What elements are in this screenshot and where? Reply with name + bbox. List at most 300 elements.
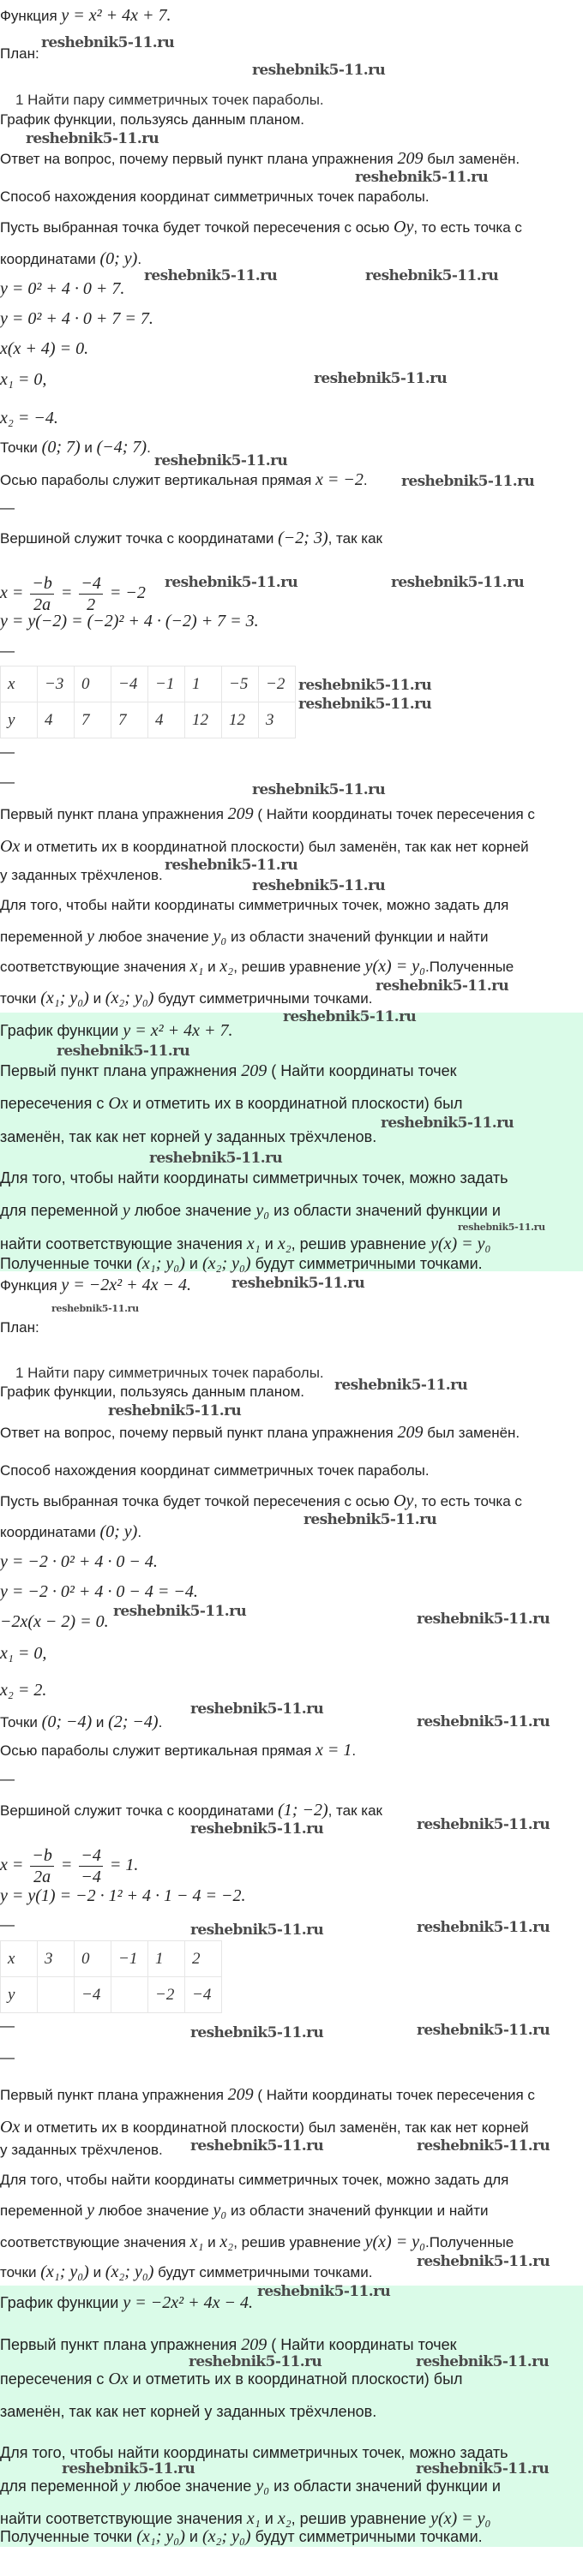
math-expression: x₁ (189, 2232, 204, 2251)
text-segment: координатами (0, 1524, 100, 1540)
text-segment: любое значение (129, 1202, 256, 1219)
solution-line (0, 1552, 158, 1571)
text-segment: , решив уравнение (291, 2510, 431, 2527)
math-expression: x₁ = 0, (0, 1644, 47, 1663)
text-segment: Полученные точки (0, 2528, 137, 2545)
math-expression: x₂ = 2. (0, 1681, 47, 1700)
text-segment: Ответ на вопрос, почему первый пункт плана упражнения (0, 1425, 398, 1441)
watermark: reshebnik5-11.ru (165, 574, 298, 591)
watermark: reshebnik5-11.ru (190, 2024, 324, 2041)
solution-line (0, 896, 508, 915)
text-segment: — (0, 499, 15, 516)
watermark: reshebnik5-11.ru (391, 574, 525, 591)
solution-line (0, 2017, 15, 2035)
text-segment: координатами (0, 251, 100, 267)
table-row-header: x (1, 666, 38, 702)
table-cell: 2 (185, 1941, 222, 1977)
solution-line (0, 1770, 15, 1789)
summary-line (0, 1254, 483, 1273)
solution-line (0, 409, 58, 427)
text-segment: Для того, чтобы найти координаты симметричных точек, можно задать (0, 2444, 508, 2461)
text-segment: и отметить их в координатной плоскости) был заменён, так как нет корней (20, 839, 529, 855)
fraction (30, 573, 54, 615)
text-segment: Для того, чтобы найти координаты симметричных точек, можно задать для (0, 2172, 509, 2188)
math-expression: = (56, 583, 77, 602)
summary-line (0, 1168, 508, 1187)
table-cell: 0 (75, 666, 111, 702)
watermark: reshebnik5-11.ru (149, 1150, 283, 1167)
watermark: reshebnik5-11.ru (355, 169, 489, 186)
text-segment: будут симметричными точками. (250, 1255, 483, 1272)
text-segment: и (203, 2234, 220, 2250)
watermark: reshebnik5-11.ru (376, 977, 509, 995)
text-segment: . (137, 251, 142, 267)
text-segment: Вершиной служит точка с координатами (0, 530, 279, 547)
watermark: reshebnik5-11.ru (417, 2253, 550, 2270)
math-expression: x₂ (277, 2509, 292, 2528)
text-segment: для переменной (0, 2477, 123, 2495)
summary-line (0, 1201, 501, 1220)
math-expression: (x₂; y₀) (201, 2527, 251, 2546)
solution-line (0, 1886, 246, 1905)
text-segment: найти соответствующие значения (0, 1235, 247, 1252)
math-expression: = −2 (105, 583, 146, 602)
text-segment: заменён, так как нет корней у заданных трёхчленов. (0, 2403, 377, 2420)
table-cell: −4 (185, 1977, 222, 2013)
watermark: reshebnik5-11.ru (416, 2460, 550, 2477)
math-expression: y₀ (213, 927, 227, 946)
math-expression: (x₁; y₀) (136, 2527, 185, 2546)
watermark: reshebnik5-11.ru (154, 452, 288, 469)
table-cell: 3 (38, 1941, 75, 1977)
watermark: reshebnik5-11.ru (417, 1816, 550, 1833)
text-segment: будут симметричными точками. (153, 990, 373, 1007)
math-expression: y = x² + 4x + 7. (61, 6, 171, 25)
text-segment: Полученные точки (0, 1255, 137, 1272)
math-expression: x = −2 (316, 470, 364, 489)
math-expression: y = y(−2) = (−2)² + 4 · (−2) + 7 = 3. (0, 612, 259, 631)
solution-line (0, 1318, 39, 1337)
text-segment: и (88, 990, 105, 1007)
math-expression: (x₁; y₀) (40, 989, 89, 1007)
watermark: reshebnik5-11.ru (190, 1700, 324, 1718)
fraction-denominator: 2a (33, 595, 51, 614)
math-expression: x₁ (246, 2509, 261, 2528)
plan-list-item (15, 1364, 324, 1383)
math-expression: Ox (108, 1094, 129, 1113)
solution-line (0, 218, 522, 236)
watermark: reshebnik5-11.ru (416, 2353, 550, 2370)
table-cell (111, 1977, 148, 2013)
fraction (79, 573, 103, 615)
text-segment: . (158, 1714, 163, 1730)
solution-line (0, 573, 146, 614)
plan-list-clip (0, 90, 583, 108)
text-segment: любое значение (94, 929, 213, 945)
text-segment: и (92, 1714, 109, 1730)
text-segment: — (0, 2017, 15, 2034)
watermark: reshebnik5-11.ru (189, 2353, 322, 2370)
math-expression: y = −2 · 0² + 4 · 0 − 4. (0, 1552, 158, 1571)
text-segment: найти соответствующие значения (0, 2510, 247, 2527)
solution-line (0, 438, 151, 457)
summary-line (0, 1234, 491, 1253)
text-segment: — (0, 2049, 15, 2065)
solution-line (0, 1582, 198, 1601)
text-segment: Пусть выбранная точка будет точкой пересечения с осью (0, 1493, 394, 1509)
math-expression: x = (0, 583, 28, 602)
table-cell: −1 (111, 1941, 148, 1977)
text-segment: будут симметричными точками. (153, 2264, 373, 2280)
watermark: reshebnik5-11.ru (57, 1043, 190, 1060)
fraction-denominator: −4 (81, 1868, 101, 1886)
solution-line (0, 957, 514, 976)
solution-line (0, 2201, 488, 2220)
text-segment: точки (0, 990, 41, 1007)
math-expression: y (87, 927, 95, 946)
math-expression: −2x(x − 2) = 0. (0, 1612, 109, 1631)
solution-line (0, 149, 520, 168)
text-segment: был заменён. (423, 1425, 520, 1441)
text-segment: и отметить их в координатной плоскости) был (128, 2370, 463, 2388)
solution-line (0, 989, 372, 1007)
text-segment: Первый пункт плана упражнения (0, 2336, 242, 2353)
math-expression: = (56, 1855, 77, 1874)
table-row (1, 702, 296, 738)
table-cell: 7 (111, 702, 148, 738)
solution-line (0, 1612, 109, 1631)
math-expression: (x₁; y₀) (40, 2262, 89, 2281)
math-expression: 209 (397, 149, 424, 168)
table-row (1, 666, 296, 702)
watermark: reshebnik5-11.ru (144, 267, 278, 284)
text-segment: 1 Найти пару симметричных точек параболы. (15, 1365, 324, 1381)
text-segment: у заданных трёхчленов. (0, 2142, 163, 2158)
table-cell: −2 (148, 1977, 185, 2013)
table-cell: 12 (185, 702, 222, 738)
solution-line (0, 773, 15, 792)
solution-line (0, 1681, 46, 1700)
math-expression: y = −2x² + 4x − 4. (61, 1276, 192, 1294)
text-segment: и (184, 2528, 202, 2545)
math-expression: x₂ (277, 1234, 292, 1253)
text-segment: и (260, 1235, 278, 1252)
text-segment: Для того, чтобы найти координаты симметричных точек, можно задать для (0, 897, 509, 913)
table-cell: 1 (148, 1941, 185, 1977)
text-segment: был заменён. (423, 151, 520, 167)
watermark: reshebnik5-11.ru (252, 877, 386, 894)
table-cell: −3 (38, 666, 75, 702)
answer-summary-box (0, 2286, 583, 2547)
summary-line (0, 2443, 508, 2462)
text-segment: . (147, 439, 151, 456)
solution-line (0, 470, 368, 489)
math-expression: y (122, 1201, 130, 1220)
solution-line (0, 1741, 356, 1760)
math-expression: x₂ = −4. (0, 409, 58, 427)
text-segment: Ответ на вопрос, почему первый пункт плана упражнения (0, 151, 398, 167)
fraction (30, 1845, 54, 1887)
watermark: reshebnik5-11.ru (365, 267, 499, 284)
table-row-header: y (1, 1977, 38, 2013)
fraction-denominator: 2 (87, 595, 96, 614)
watermark: reshebnik5-11.ru (381, 1115, 514, 1132)
text-segment: Первый пункт плана упражнения (0, 1062, 242, 1079)
watermark: reshebnik5-11.ru (165, 857, 298, 874)
fraction (79, 1845, 103, 1887)
watermark: reshebnik5-11.ru (283, 1008, 417, 1025)
math-expression: y₀ (255, 2477, 270, 2495)
summary-line (0, 1094, 463, 1113)
text-segment: любое значение (129, 2477, 256, 2495)
math-expression: x = (0, 1855, 28, 1874)
solution-line (0, 2141, 163, 2160)
fraction-numerator: −4 (81, 1846, 101, 1865)
text-segment: Функция (0, 8, 62, 24)
text-segment: Способ нахождения координат симметричных точек параболы. (0, 188, 430, 205)
text-segment: . (363, 472, 368, 488)
fraction-numerator: −b (32, 1846, 52, 1865)
text-segment: любое значение (94, 2202, 213, 2219)
watermark: reshebnik5-11.ru (113, 1603, 247, 1620)
watermark: reshebnik5-11.ru (458, 1222, 545, 1233)
text-segment: График функции (0, 2294, 123, 2311)
watermark: reshebnik5-11.ru (252, 781, 386, 798)
solution-line (0, 2171, 508, 2190)
text-segment: переменной (0, 2202, 87, 2219)
summary-line (0, 2370, 463, 2388)
text-segment: Первый пункт плана упражнения (0, 2087, 228, 2103)
solution-line (0, 1276, 191, 1294)
math-expression: (−2; 3) (278, 529, 328, 547)
solution-line (0, 1461, 430, 1480)
text-segment: пересечения с (0, 2370, 109, 2388)
text-segment: План: (0, 45, 39, 62)
math-expression: y = x² + 4x + 7. (123, 1021, 233, 1040)
table-row-header: x (1, 1941, 38, 1977)
text-segment: Пусть выбранная точка будет точкой пересечения с осью (0, 219, 394, 236)
math-expression: y = −2 · 0² + 4 · 0 − 4 = −4. (0, 1582, 198, 1601)
watermark: reshebnik5-11.ru (62, 2460, 195, 2477)
solution-line (0, 1491, 522, 1510)
text-segment: Вершиной служит точка с координатами (0, 1802, 279, 1819)
solution-line (0, 45, 39, 63)
text-segment: График функции, пользуясь данным планом. (0, 111, 304, 128)
solution-line (0, 499, 15, 517)
solution-line (0, 1801, 382, 1820)
solution-line (0, 6, 171, 25)
math-expression: (0; 7) (41, 438, 81, 457)
math-expression: 209 (227, 2085, 254, 2104)
text-segment: Точки (0, 439, 42, 456)
math-expression: Ox (0, 2118, 21, 2137)
text-segment: заменён, так как нет корней у заданных трёхчленов. (0, 1128, 377, 1145)
watermark: reshebnik5-11.ru (190, 2137, 324, 2155)
text-segment: и (260, 2510, 278, 2527)
summary-line (0, 2509, 491, 2528)
text-segment: Точки (0, 1714, 42, 1730)
text-segment: — (0, 643, 15, 659)
text-segment: . (352, 1742, 357, 1759)
watermark: reshebnik5-11.ru (252, 62, 386, 79)
solution-line (0, 837, 529, 856)
solution-line (0, 279, 124, 298)
solution-line (0, 1423, 520, 1442)
text-segment: из области значений функции и найти (226, 929, 489, 945)
math-expression: (−4; 7) (96, 438, 147, 457)
math-expression: (x₂; y₀) (201, 1254, 251, 1273)
text-segment: — (0, 774, 15, 790)
summary-line (0, 1127, 376, 1146)
text-segment: из области значений функции и найти (226, 2202, 489, 2219)
math-expression: 209 (241, 2335, 267, 2354)
table-cell: −4 (111, 666, 148, 702)
table-row (1, 1941, 222, 1977)
solution-line (0, 612, 259, 631)
text-segment: и отметить их в координатной плоскости) был заменён, так как нет корней (20, 2119, 529, 2136)
solution-line (0, 1644, 46, 1663)
math-expression: y = −2x² + 4x − 4. (123, 2293, 253, 2312)
solution-line (0, 2232, 514, 2251)
solution-line (0, 2048, 15, 2067)
solution-line (0, 866, 163, 885)
summary-line (0, 2527, 483, 2546)
text-segment: , то есть точка с (413, 1493, 522, 1509)
math-expression: (x₁; y₀) (136, 1254, 185, 1273)
text-segment: , решив уравнение (233, 2234, 365, 2250)
text-segment: ( Найти координаты точек (267, 2336, 457, 2353)
solution-line (0, 370, 46, 389)
text-segment: — (0, 1771, 15, 1787)
solution-line (0, 1916, 15, 1934)
text-segment: и отметить их в координатной плоскости) был (128, 1095, 463, 1112)
summary-line (0, 2402, 376, 2421)
math-expression: = 1. (105, 1855, 139, 1874)
text-segment: Осью параболы служит вертикальная прямая (0, 1742, 316, 1759)
math-expression: x(x + 4) = 0. (0, 339, 89, 358)
watermark: reshebnik5-11.ru (334, 1377, 468, 1394)
watermark: reshebnik5-11.ru (26, 130, 159, 147)
fraction-numerator: −4 (81, 574, 101, 593)
text-segment: и (184, 1255, 202, 1272)
solution-line (0, 2118, 529, 2137)
solution-line (0, 2085, 535, 2104)
text-segment: Первый пункт плана упражнения (0, 806, 228, 822)
solution-line (0, 927, 488, 946)
math-expression: y(x) = y₀ (430, 1234, 491, 1253)
watermark: reshebnik5-11.ru (298, 677, 432, 694)
watermark: reshebnik5-11.ru (190, 1820, 324, 1838)
math-expression: (0; y) (99, 1522, 138, 1541)
math-expression: y = y(1) = −2 · 1² + 4 · 1 − 4 = −2. (0, 1886, 246, 1905)
table-cell: −1 (148, 666, 185, 702)
text-segment: у заданных трёхчленов. (0, 867, 163, 883)
text-segment: , решив уравнение (233, 959, 365, 975)
text-segment: 1 Найти пару симметричных точек параболы. (15, 92, 324, 108)
math-expression: x₁ = 0, (0, 370, 47, 389)
solution-line (0, 1712, 162, 1731)
solution-line (0, 111, 304, 129)
table-cell: −2 (259, 666, 296, 702)
text-segment: .Полученные (425, 959, 514, 975)
text-segment: — (0, 744, 15, 760)
math-expression: y(x) = y₀ (364, 2232, 426, 2251)
math-expression: y = 0² + 4 · 0 + 7. (0, 279, 125, 298)
watermark: reshebnik5-11.ru (190, 1922, 324, 1939)
summary-line (0, 1061, 457, 1080)
math-expression: (0; y) (99, 249, 138, 268)
math-expression: x₁ (246, 1234, 261, 1253)
summary-line (0, 2293, 253, 2312)
table-cell: 4 (38, 702, 75, 738)
table-cell: 3 (259, 702, 296, 738)
math-expression: Ox (0, 837, 21, 856)
text-segment: пересечения с (0, 1095, 109, 1112)
text-segment: ( Найти координаты точек пересечения с (253, 806, 535, 822)
math-expression: y(x) = y₀ (430, 2509, 491, 2528)
text-segment: и (88, 2264, 105, 2280)
solution-line (0, 2262, 372, 2281)
watermark: reshebnik5-11.ru (417, 1611, 550, 1628)
table-cell: 1 (185, 666, 222, 702)
values-table (0, 666, 296, 738)
text-segment: , решив уравнение (291, 1235, 431, 1252)
math-expression: Oy (394, 218, 414, 236)
text-segment: Функция (0, 1277, 62, 1294)
watermark: reshebnik5-11.ru (314, 370, 448, 387)
math-expression: y = 0² + 4 · 0 + 7 = 7. (0, 309, 153, 328)
table-cell: 7 (75, 702, 111, 738)
solution-line (0, 529, 382, 547)
summary-line (0, 2477, 501, 2495)
text-segment: , так как (328, 530, 382, 547)
math-expression: x = 1 (316, 1741, 352, 1760)
text-segment: График функции, пользуясь данным планом. (0, 1384, 304, 1400)
watermark: reshebnik5-11.ru (108, 1402, 242, 1419)
math-expression: 209 (241, 1061, 267, 1080)
text-segment: из области значений функции и (269, 1202, 501, 1219)
summary-line (0, 2335, 457, 2354)
math-expression: y (87, 2201, 95, 2220)
math-expression: Oy (394, 1491, 414, 1510)
math-expression: x₂ (219, 957, 234, 976)
watermark: reshebnik5-11.ru (298, 696, 432, 713)
table-cell (38, 1977, 75, 2013)
text-segment: — (0, 1916, 15, 1933)
table-row-header: y (1, 702, 38, 738)
text-segment: , то есть точка с (413, 219, 522, 236)
plan-list-clip (0, 1363, 583, 1381)
solution-line (0, 743, 15, 762)
solution-line (0, 339, 88, 358)
text-segment: и (203, 959, 220, 975)
fraction-denominator: 2a (33, 1868, 51, 1886)
text-segment: соответствующие значения (0, 959, 190, 975)
text-segment: переменной (0, 929, 87, 945)
watermark: reshebnik5-11.ru (231, 1275, 365, 1292)
math-expression: x₂ (219, 2232, 234, 2251)
table-cell: 4 (148, 702, 185, 738)
watermark: reshebnik5-11.ru (257, 2283, 391, 2300)
text-segment: Осью параболы служит вертикальная прямая (0, 472, 316, 488)
watermark: reshebnik5-11.ru (417, 1713, 550, 1730)
table-cell: 0 (75, 1941, 111, 1977)
math-expression: y(x) = y₀ (364, 957, 426, 976)
solution-line (0, 642, 15, 660)
solution-line (0, 309, 153, 328)
solution-line (0, 249, 141, 268)
math-expression: (2; −4) (108, 1712, 159, 1731)
